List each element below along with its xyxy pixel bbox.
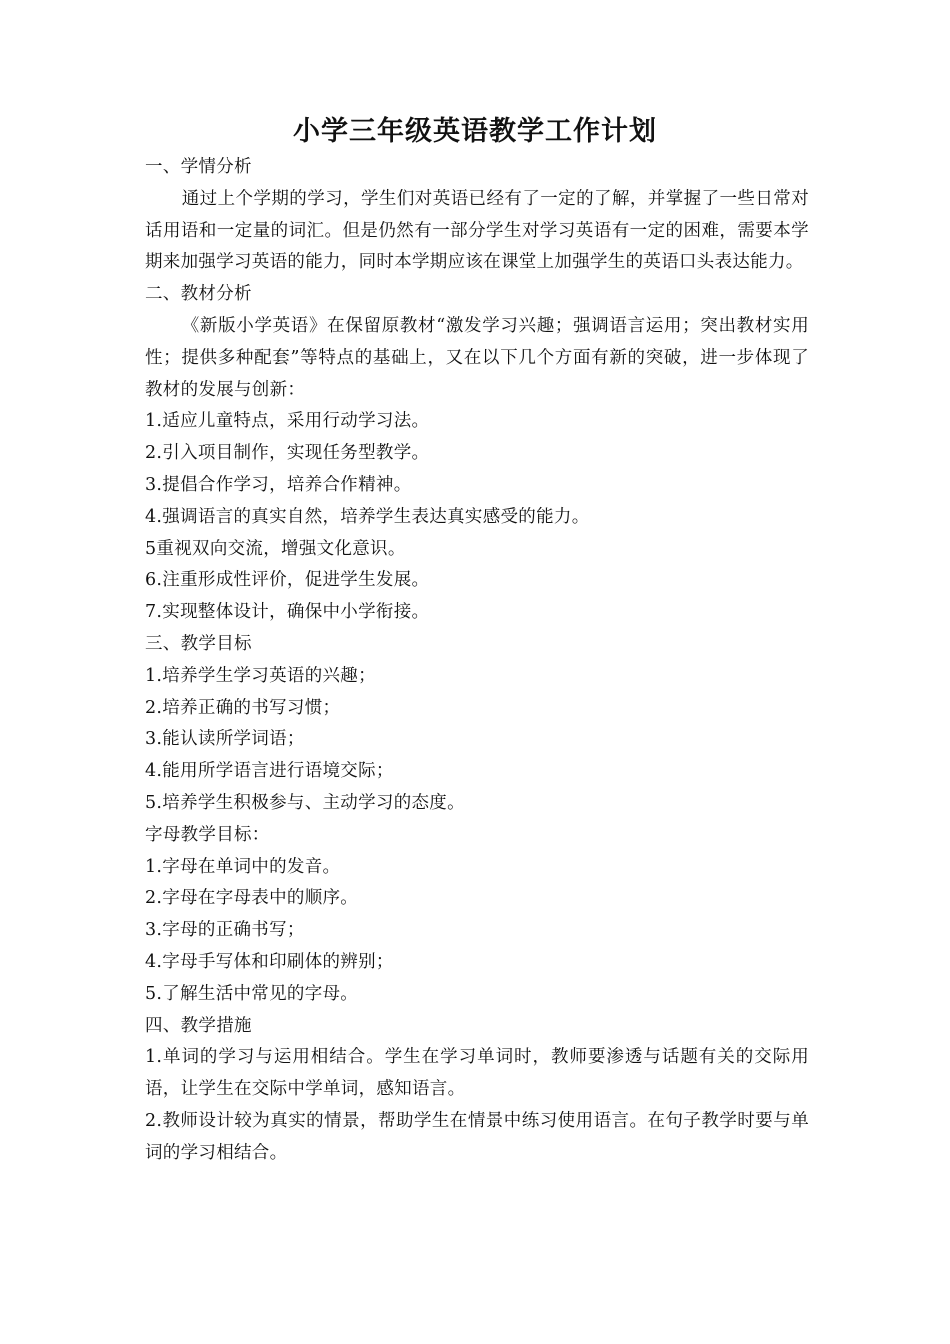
section-heading-1: 一、学情分析 [145,157,252,177]
list-item: 4.强调语言的真实自然，培养学生表达真实感受的能力。 [145,506,590,527]
list-item: 6.注重形成性评价，促进学生发展。 [145,570,430,591]
list-item: 5.培养学生积极参与、主动学习的态度。 [145,792,465,813]
list-item: 3.能认读所学词语； [145,729,305,750]
document-title: 小学三年级英语教学工作计划 [293,116,657,147]
paragraph-textbook: 《新版小学英语》在保留原教材“激发学习兴趣；强调语言运用；突出教材实用性；提供多种配套”等特点的基础上，又在以下几个方面有新的突破，进一步体现了教材的发展与创新： [145,315,809,400]
list-item: 1.单词的学习与运用相结合。学生在学习单词时，教师要渗透与话题有关的交际用语，让学生在交际中学单词，感知语言。 [145,1047,809,1100]
list-item: 2.教师设计较为真实的情景，帮助学生在情景中练习使用语言。在句子教学时要与单词的学习相结合。 [145,1110,809,1163]
section-heading-2: 二、教材分析 [145,284,252,305]
list-item: 1.培养学生学习英语的兴趣； [145,665,376,686]
paragraph-situation: 通过上个学期的学习，学生们对英语已经有了一定的了解，并掌握了一些日常对话用语和一定量的词汇。但是仍然有一部分学生对学习英语有一定的困难，需要本学期来加强学习英语的能力，同时本学期应该在课堂上加强学生的英语口头表达能力。 [145,188,809,273]
section-heading-3: 三、教学目标 [145,633,252,654]
list-item: 2.培养正确的书写习惯； [145,697,341,718]
list-item: 7.实现整体设计，确保中小学衔接。 [145,602,430,623]
list-item: 3.提倡合作学习，培养合作精神。 [145,474,412,495]
list-item: 1.适应儿童特点，采用行动学习法。 [145,411,430,432]
section-heading-4: 四、教学措施 [145,1015,252,1036]
list-item: 2.字母在字母表中的顺序。 [145,888,359,909]
subsection-heading-letters: 字母教学目标： [145,824,270,845]
list-item: 3.字母的正确书写； [145,920,305,941]
list-item: 2.引入项目制作，实现任务型教学。 [145,443,430,464]
list-item: 5重视双向交流，增强文化意识。 [145,538,406,559]
document-body [145,152,809,1170]
list-item: 5.了解生活中常见的字母。 [145,983,359,1004]
list-item: 1.字母在单词中的发音。 [145,856,341,877]
list-item: 4.能用所学语言进行语境交际； [145,761,394,782]
list-item: 4.字母手写体和印刷体的辨别； [145,951,394,972]
